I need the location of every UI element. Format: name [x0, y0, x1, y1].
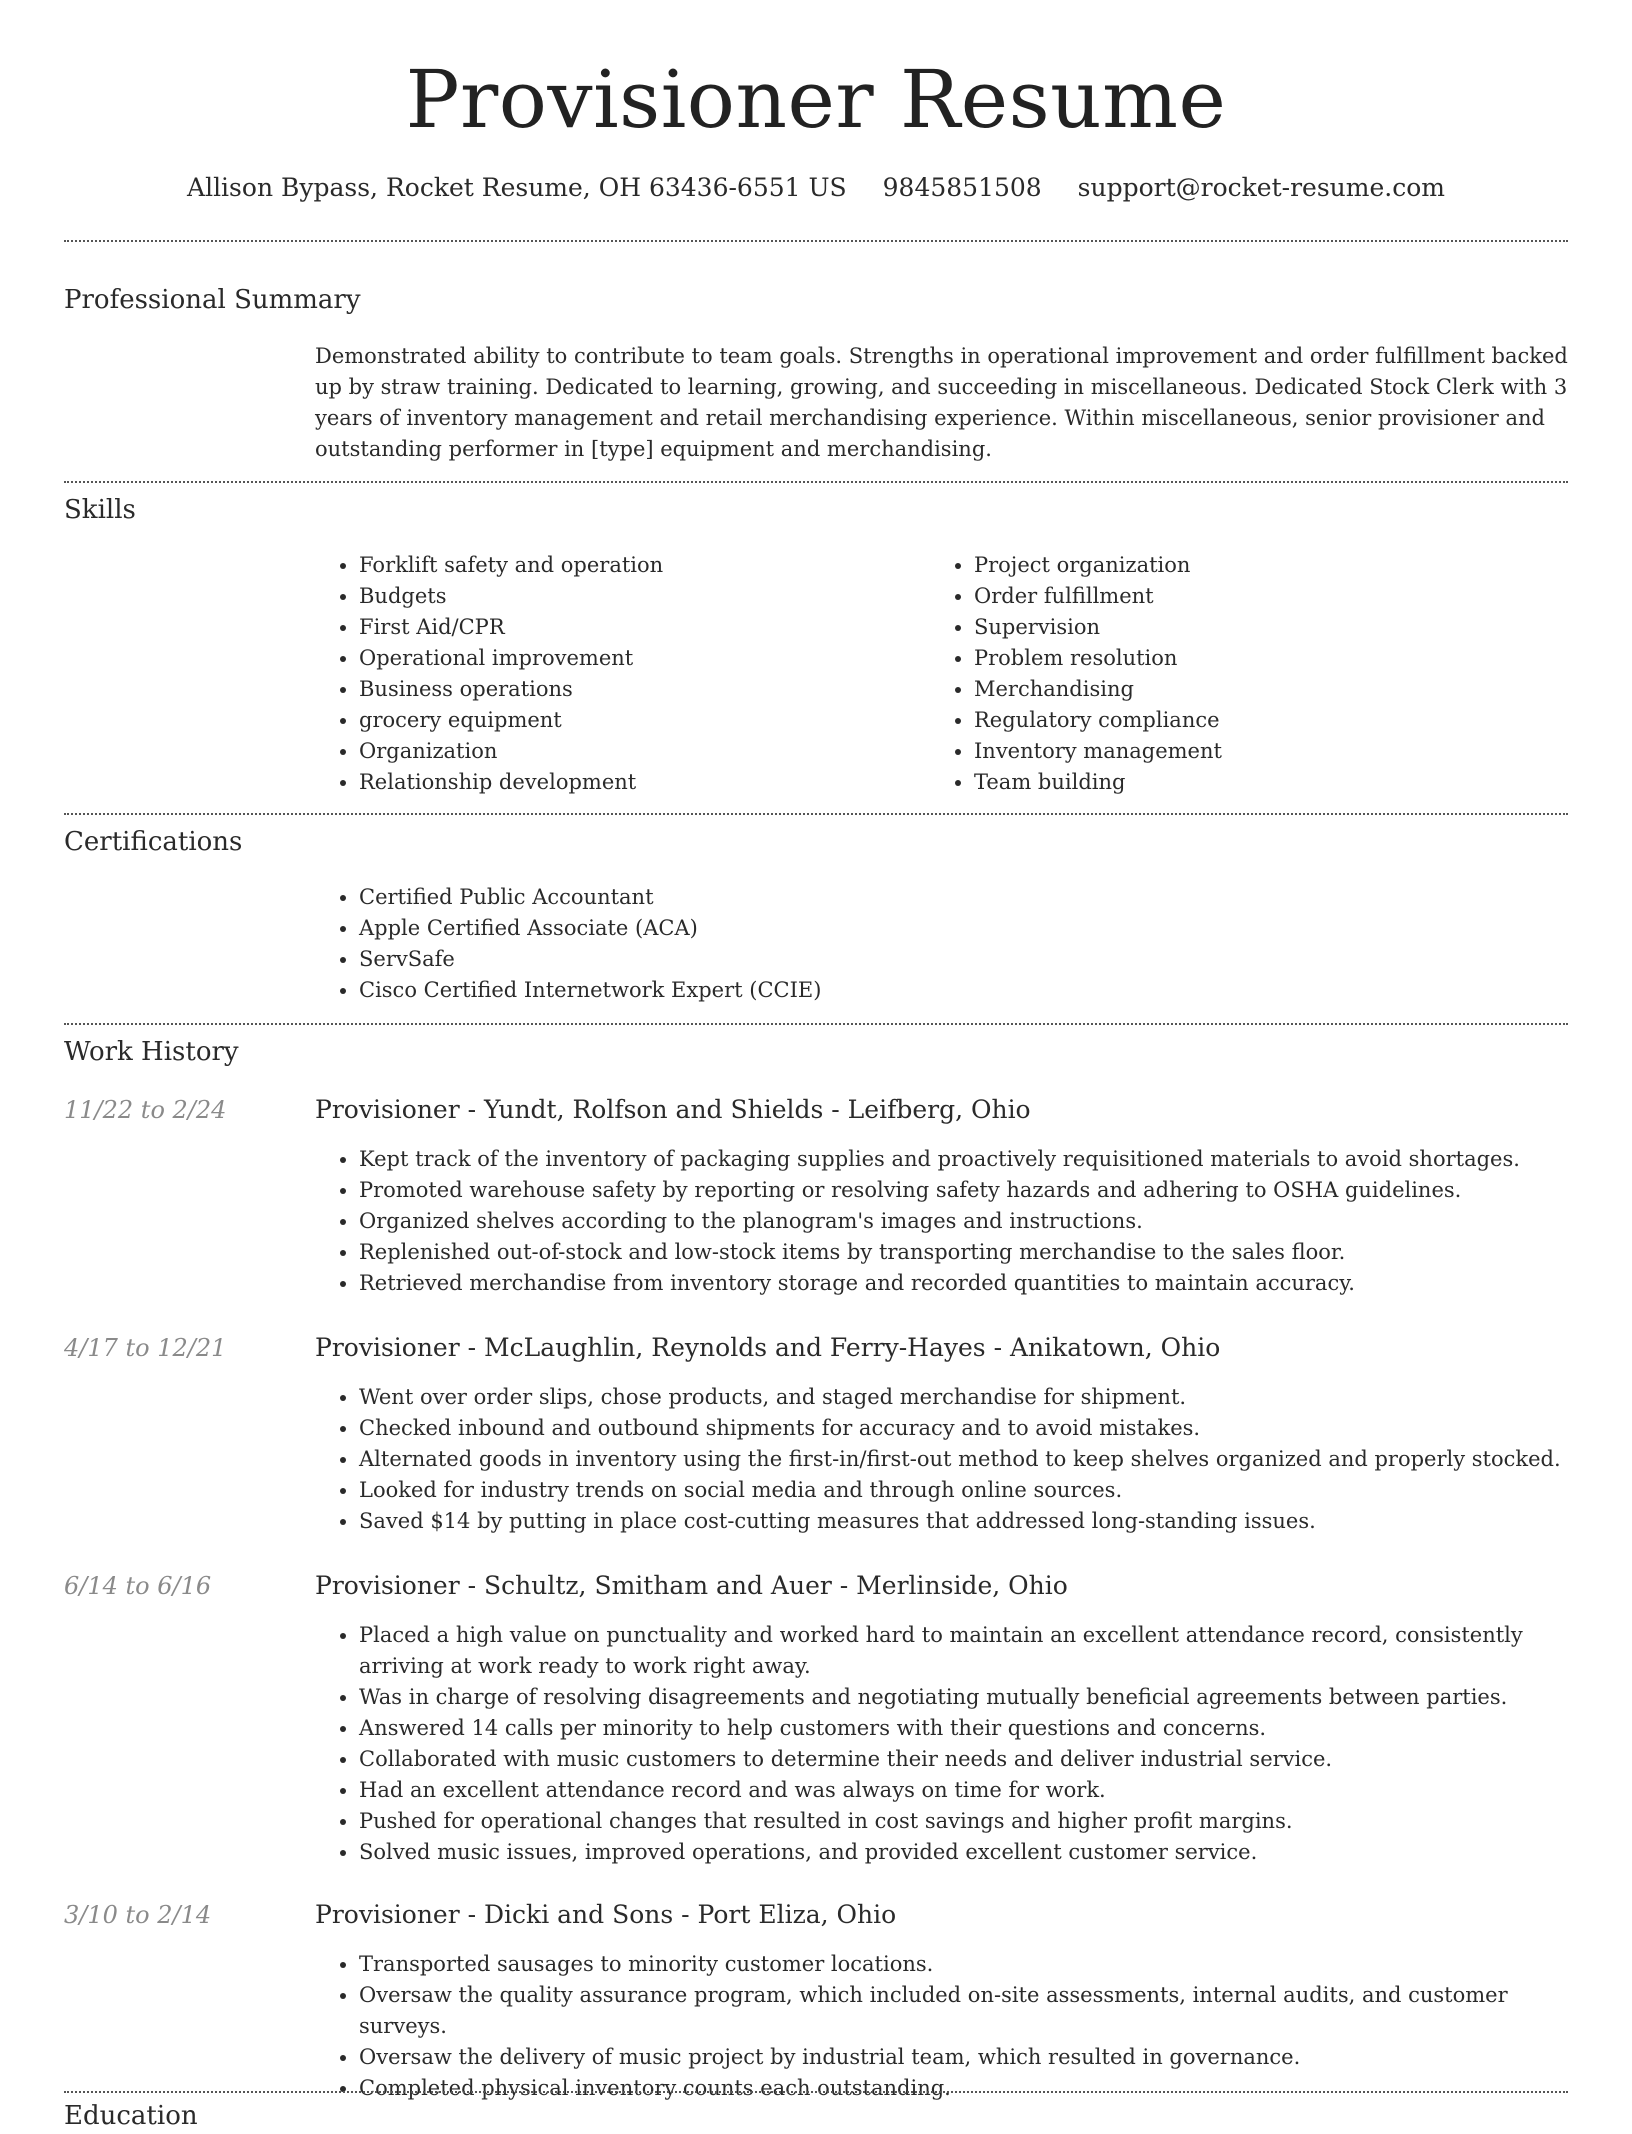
list-item: • Regulatory compliance [974, 705, 1574, 736]
list-item: • Team building [974, 767, 1574, 798]
certifications-list [315, 882, 1559, 1006]
list-item: • Oversaw the quality assurance program, which included on-site assessments, internal audits, and customer surveys. [359, 1980, 1570, 2042]
list-item: • Organization [359, 736, 919, 767]
list-item: • Business operations [359, 674, 919, 705]
job-bullets [315, 1620, 1570, 1868]
resume-title: Provisioner Resume [405, 53, 1227, 146]
skills-list-left [315, 550, 919, 798]
list-item: • Pushed for operational changes that resulted in cost savings and higher profit margins. [359, 1806, 1570, 1837]
list-item: • Collaborated with music customers to determine their needs and deliver industrial service. [359, 1744, 1570, 1775]
job-dates: 6/14 to 6/16 [64, 1572, 212, 1600]
job-dates: 3/10 to 2/14 [64, 1901, 212, 1929]
list-item: • Solved music issues, improved operations, and provided excellent customer service. [359, 1837, 1570, 1868]
contact-address: Allison Bypass, Rocket Resume, OH 63436-6551 US [187, 173, 847, 202]
list-item: • Answered 14 calls per minority to help customers with their questions and concerns. [359, 1713, 1570, 1744]
list-item: • Supervision [974, 612, 1574, 643]
job-bullets [315, 1144, 1570, 1299]
education-heading: Education [64, 2101, 198, 2131]
list-item: • Problem resolution [974, 643, 1574, 674]
list-item: • Operational improvement [359, 643, 919, 674]
list-item: • Kept track of the inventory of packaging supplies and proactively requisitioned materials to avoid shortages. [359, 1144, 1570, 1175]
list-item: • Looked for industry trends on social media and through online sources. [359, 1475, 1570, 1506]
list-item: • Saved $14 by putting in place cost-cutting measures that addressed long-standing issues. [359, 1506, 1570, 1537]
list-item: • Merchandising [974, 674, 1574, 705]
job-title: Provisioner - Schultz, Smitham and Auer - Merlinside, Ohio [315, 1571, 1068, 1600]
job-bullets [315, 1949, 1570, 2104]
job-dates: 4/17 to 12/21 [64, 1334, 227, 1362]
skills-heading: Skills [64, 495, 136, 525]
job-title: Provisioner - McLaughlin, Reynolds and Ferry-Hayes - Anikatown, Ohio [315, 1333, 1221, 1362]
list-item: • grocery equipment [359, 705, 919, 736]
contact-phone: 9845851508 [882, 173, 1042, 202]
certifications-divider [64, 1023, 1568, 1025]
summary-divider [64, 481, 1568, 483]
job-title: Provisioner - Dicki and Sons - Port Eliza, Ohio [315, 1900, 897, 1929]
list-item: • Retrieved merchandise from inventory storage and recorded quantities to maintain accuracy. [359, 1268, 1570, 1299]
job-dates: 11/22 to 2/24 [64, 1096, 227, 1124]
list-item: • Replenished out-of-stock and low-stock items by transporting merchandise to the sales floor. [359, 1237, 1570, 1268]
list-item: • Placed a high value on punctuality and worked hard to maintain an excellent attendance record, consistently arriving at work ready to work right away. [359, 1620, 1570, 1682]
skills-list-right [930, 550, 1574, 798]
list-item: • Budgets [359, 581, 919, 612]
summary-heading: Professional Summary [64, 285, 361, 315]
list-item: • Went over order slips, chose products, and staged merchandise for shipment. [359, 1382, 1570, 1413]
list-item: • Had an excellent attendance record and was always on time for work. [359, 1775, 1570, 1806]
contact-line [0, 170, 1632, 206]
list-item: • Alternated goods in inventory using the first-in/first-out method to keep shelves organized and properly stocked. [359, 1444, 1570, 1475]
list-item: • ServSafe [359, 944, 1559, 975]
list-item: • Inventory management [974, 736, 1574, 767]
list-item: • Promoted warehouse safety by reporting or resolving safety hazards and adhering to OSHA guidelines. [359, 1175, 1570, 1206]
list-item: • Project organization [974, 550, 1574, 581]
work-history-divider [64, 2091, 1568, 2093]
list-item: • Apple Certified Associate (ACA) [359, 913, 1559, 944]
list-item: • Order fulfillment [974, 581, 1574, 612]
list-item: • Relationship development [359, 767, 919, 798]
certifications-heading: Certifications [64, 827, 243, 857]
list-item: • Completed physical inventory counts each outstanding. [359, 2073, 1570, 2104]
summary-text: Demonstrated ability to contribute to team goals. Strengths in operational improvement and order fulfillment backed up by straw training. Dedicated to learning, growing, and succeeding in miscellaneous. Dedicated Stock Clerk with 3 years of inventory management and retail merchandising experience. Within miscellaneous, senior provisioner and outstanding performer in [type] equipment and merchandising. [315, 344, 1568, 461]
list-item: • Checked inbound and outbound shipments for accuracy and to avoid mistakes. [359, 1413, 1570, 1444]
list-item: • Transported sausages to minority customer locations. [359, 1949, 1570, 1980]
job-title: Provisioner - Yundt, Rolfson and Shields - Leifberg, Ohio [315, 1095, 1031, 1124]
work-history-heading: Work History [64, 1037, 239, 1067]
list-item: • First Aid/CPR [359, 612, 919, 643]
skills-divider [64, 813, 1568, 815]
list-item: • Oversaw the delivery of music project by industrial team, which resulted in governance. [359, 2042, 1570, 2073]
header-divider [64, 240, 1568, 242]
job-bullets [315, 1382, 1570, 1537]
list-item: • Certified Public Accountant [359, 882, 1559, 913]
contact-email: support@rocket-resume.com [1077, 173, 1445, 202]
list-item: • Forklift safety and operation [359, 550, 919, 581]
list-item: • Cisco Certified Internetwork Expert (CCIE) [359, 975, 1559, 1006]
list-item: • Organized shelves according to the planogram's images and instructions. [359, 1206, 1570, 1237]
list-item: • Was in charge of resolving disagreements and negotiating mutually beneficial agreements between parties. [359, 1682, 1570, 1713]
